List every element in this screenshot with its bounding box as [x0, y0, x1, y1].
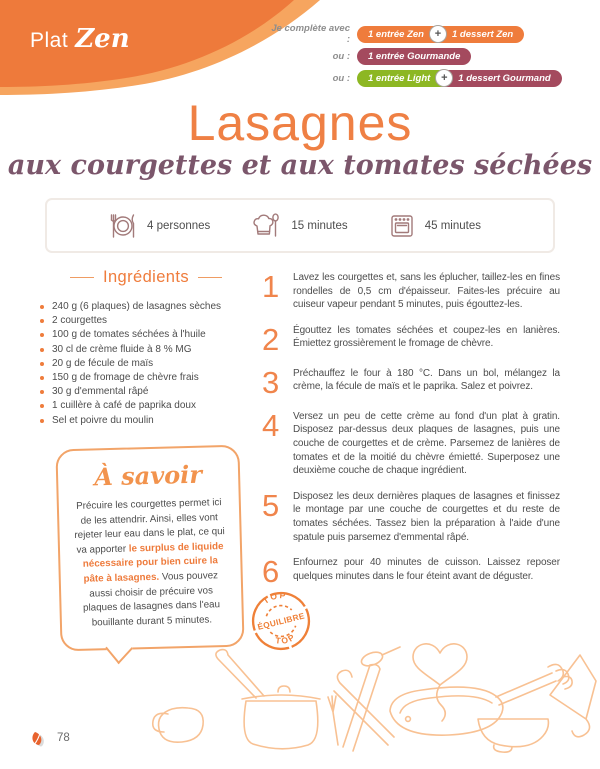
prep-time	[251, 212, 347, 240]
servings	[109, 212, 210, 240]
stamp-bottom-label: TOP	[274, 631, 298, 646]
ingredient-item	[40, 414, 252, 428]
ingredient-text: 20 g de fécule de maïs	[52, 357, 154, 369]
pill-entree-zen: 1 entrée Zen	[357, 26, 437, 43]
heading-dash	[70, 277, 94, 279]
step-text: Préchauffez le four à 180 °C. Dans un bol, mélangez la crème, la fécule de maïs et le paprika. Salez et poivrez.	[293, 367, 560, 393]
ingredients-heading-label: Ingrédients	[102, 268, 190, 286]
ingredients-list	[40, 300, 252, 428]
ingredient-item	[40, 300, 252, 314]
plus-icon: +	[429, 25, 447, 43]
ingredient-text: 30 cl de crème fluide à 8 % MG	[52, 343, 192, 355]
step-number: 2	[262, 321, 280, 357]
tip-text-before: Précuire les courgettes permet ici de les attendrir. Ainsi, elles vont rejeter leur eau dans le plat, ce qui va apporter	[74, 497, 225, 556]
kitchen-lineart-illustration	[128, 597, 600, 769]
ingredient-item	[40, 385, 252, 399]
heading-dash	[198, 277, 222, 279]
step-row	[262, 407, 560, 478]
bullet-dot	[40, 390, 44, 394]
tip-text-highlight: le surplus de liquide nécessaire pour bien cuire la pâte à lasagnes.	[82, 540, 224, 585]
step-number: 4	[262, 407, 280, 443]
complete-with-badges	[268, 25, 562, 87]
page-footer	[28, 729, 70, 747]
ingredient-text: 100 g de tomates séchées à l'huile	[52, 329, 206, 341]
bullet-dot	[40, 348, 44, 352]
stamp-middle-label: ÉQUILIBRE	[256, 611, 306, 632]
bullet-dot	[40, 319, 44, 323]
pill-dessert-zen: 1 dessert Zen	[439, 26, 524, 43]
ingredient-item	[40, 371, 252, 385]
ingredient-text: 240 g (6 plaques) de lasagnes sèches	[52, 301, 222, 312]
ingredient-text: 1 cuillère à café de paprika doux	[52, 400, 196, 412]
pill-dessert-gourmand: 1 dessert Gourmand	[445, 70, 561, 87]
tip-title: À savoir	[93, 459, 203, 492]
prep-time-label: 15 minutes	[291, 219, 348, 232]
brand-plat-label: Plat	[30, 29, 69, 52]
ingredients-section	[40, 268, 252, 428]
step-row	[262, 554, 560, 590]
step-text: Égouttez les tomates séchées et coupez-les en lanières. Émiettez grossièrement le fromage de chèvre.	[293, 324, 560, 350]
bullet-dot	[40, 305, 44, 309]
pill-entree-light: 1 entrée Light	[357, 70, 443, 87]
ingredient-text: 150 g de fromage de chèvre frais	[52, 372, 199, 384]
plate-cutlery-icon	[109, 212, 137, 240]
step-text: Disposez les deux dernières plaques de lasagnes et finissez le montage par une couche de courgettes et du reste de tomates séchées. Tassez bien la préparation à l'aide d'une spatule puis parsemez d'emmental râpé.	[293, 490, 560, 543]
ingredient-item	[40, 399, 252, 413]
ingredient-item	[40, 357, 252, 371]
recipe-title: Lasagnes	[187, 95, 413, 151]
step-row	[262, 271, 560, 312]
bullet-dot	[40, 419, 44, 423]
recipe-subtitle: aux courgettes et aux tomates séchées	[7, 150, 593, 181]
oven-icon	[389, 213, 415, 239]
badge-row-label: ou :	[332, 72, 350, 84]
ingredient-text: 30 g d'emmental râpé	[52, 386, 149, 398]
ingredient-text: 2 courgettes	[52, 315, 108, 327]
pill-entree-gourmande: 1 entrée Gourmande	[357, 48, 471, 65]
bullet-dot	[40, 404, 44, 408]
badge-row-label: Je complète avec :	[271, 23, 350, 45]
step-text: Versez un peu de cette crème au fond d'un plat à gratin. Disposez par-dessus deux plaques de lasagnes, puis une couche de courgettes et de crème. Parsemez de lanières de tomates et de la moitié du chèvre émietté. Superposez une deuxième couche de chaque ingrédient.	[293, 410, 560, 477]
step-text: Lavez les courgettes et, sans les éplucher, taillez-les en fines rondelles de 0,5 cm d'épaisseur. Faites-les précuire au cuiseur vapeur pendant 5 minutes, puis égouttez-les.	[293, 272, 560, 311]
ingredient-item	[40, 343, 252, 357]
bullet-dot	[40, 376, 44, 380]
badge-row-zen	[268, 25, 562, 43]
chef-hat-icon	[251, 212, 281, 240]
step-row	[262, 487, 560, 544]
step-number: 6	[262, 554, 280, 590]
leaf-icon	[28, 729, 52, 747]
step-number: 3	[262, 364, 280, 400]
stamp-top-label: TOP	[260, 590, 288, 606]
badge-row-light-gourmand	[268, 69, 562, 87]
step-text: Enfournez pour 40 minutes de cuisson. Laissez reposer quelques minutes dans le four éteint avant de déguster.	[293, 557, 560, 582]
brand	[30, 24, 130, 54]
step-row	[262, 321, 560, 357]
step-number: 1	[262, 269, 280, 304]
cook-time-label: 45 minutes	[424, 219, 481, 232]
steps-section	[262, 271, 560, 599]
recipe-meta-bar	[45, 198, 555, 253]
badge-row-gourmande	[268, 47, 562, 65]
brand-zen-label: Zen	[75, 24, 130, 54]
step-row	[262, 364, 560, 400]
tip-text-after: Vous pouvez aussi choisir de précuire vos plaques de lasagnes dans l'eau bouillante durant 5 minutes.	[82, 570, 221, 629]
bullet-dot	[40, 362, 44, 366]
badge-row-label: ou :	[332, 50, 350, 62]
ingredient-text: Sel et poivre du moulin	[52, 414, 154, 426]
cook-time	[389, 213, 481, 239]
bullet-dot	[40, 333, 44, 337]
page-number: 78	[57, 732, 70, 744]
step-number: 5	[262, 487, 280, 523]
servings-label: 4 personnes	[147, 219, 211, 232]
ingredient-item	[40, 328, 252, 342]
ingredient-item	[40, 314, 252, 328]
ingredients-heading	[40, 268, 252, 287]
plus-icon: +	[435, 69, 453, 87]
